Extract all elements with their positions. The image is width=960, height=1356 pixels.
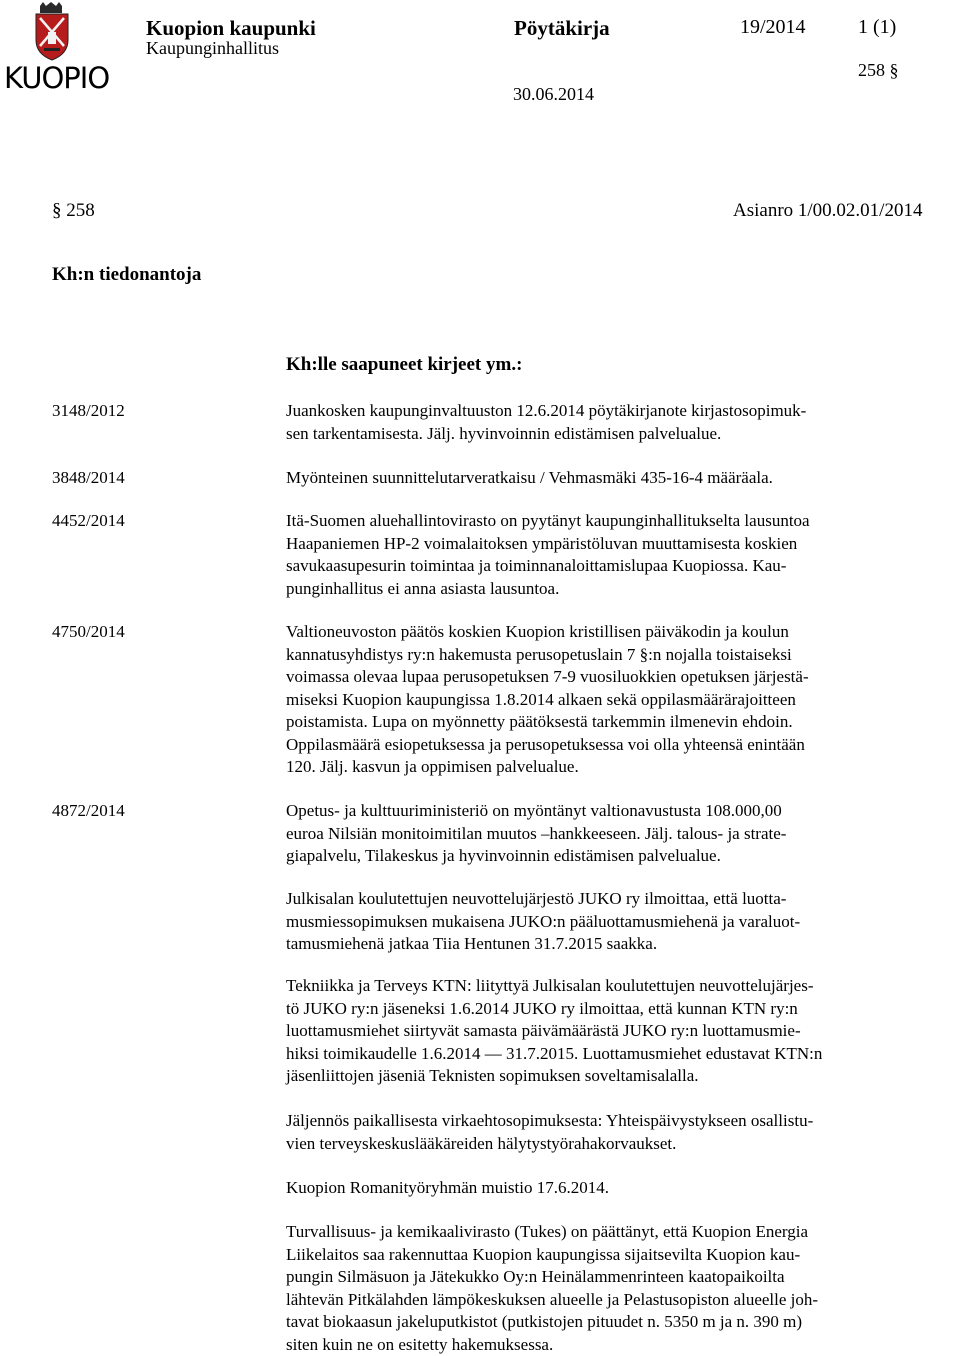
entry-line: 120. Jälj. kasvun ja oppimisen palvelualue.	[286, 757, 579, 776]
entry-line: poistamista. Lupa on myönnetty päätöksestä tarkemmin ilmenevin ehdoin.	[286, 712, 793, 731]
section-title: Kh:n tiedonantoja	[52, 264, 202, 285]
section-ref: 258 §	[858, 60, 899, 80]
entry-line: luottamusmiehet siirtyvät samasta päivämäärästä JUKO ry:n luottamusmie-	[286, 1021, 801, 1040]
org-unit: Kaupunginhallitus	[146, 38, 279, 58]
org-name: Kuopion kaupunki	[146, 16, 316, 40]
entry-ref: 4452/2014	[52, 511, 125, 530]
entry-line: miseksi Kuopion kaupungissa 1.8.2014 alkaen sekä oppilasmäärärajoitteen	[286, 689, 796, 709]
entry-line: Julkisalan koulutettujen neuvottelujärjestö JUKO ry ilmoittaa, että luotta-	[286, 889, 787, 908]
entry-text	[286, 975, 958, 1088]
section-number: § 258	[52, 200, 95, 221]
entry-text	[286, 510, 958, 600]
entry-text	[286, 1110, 958, 1155]
entry-line: savukaasupesurin toimintaa ja toiminnanaloittamislupaa Kuopiossa. Kau-	[286, 556, 787, 575]
entry-line: punginhallitus ei anna asiasta lausuntoa.	[286, 578, 560, 598]
entry-ref: 3848/2014	[52, 468, 125, 487]
entry-text	[286, 800, 958, 868]
logo-text: KUOPIO	[4, 61, 110, 95]
entry-line: Myönteinen suunnittelutarveratkaisu / Vehmasmäki 435-16-4 määräala.	[286, 468, 773, 487]
entry-line: Valtioneuvoston päätös koskien Kuopion kristillisen päiväkodin ja koulun	[286, 622, 789, 641]
entry-ref: 4872/2014	[52, 801, 125, 820]
entry-line: giapalvelu, Tilakeskus ja hyvinvoinnin edistämisen palvelualue.	[286, 846, 721, 865]
entry-line: lähtevän Pitkälahden lämpökeskuksen alueelle ja Pelastusopiston alueelle joh-	[286, 1289, 819, 1309]
entry-line: Haapaniemen HP-2 voimalaitoksen ympäristöluvan muuttamisesta koskien	[286, 533, 798, 553]
section-subtitle: Kh:lle saapuneet kirjeet ym.:	[286, 354, 523, 375]
entry-text	[286, 1177, 958, 1200]
entry-text	[286, 467, 958, 490]
entry-line: tamusmiehenä jatkaa Tiia Hentunen 31.7.2015 saakka.	[286, 934, 658, 953]
entry-line: vien terveyskeskuslääkäreiden hälytystyörahakorvaukset.	[286, 1133, 677, 1153]
entry-line: tavat biokaasun jakeluputkistot (putkistojen pituudet n. 5350 m ja n. 390 m)	[286, 1312, 803, 1331]
asianro: Asianro 1/00.02.01/2014	[733, 200, 923, 221]
entry-line: euroa Nilsiän monitoimitilan muutos –hankkeeseen. Jälj. talous- ja strate-	[286, 823, 787, 843]
entry-text	[286, 1221, 958, 1356]
entry-line: Liikelaitos saa rakennuttaa Kuopion kaupungissa sijaitsevilta Kuopion kau-	[286, 1244, 801, 1264]
entry-line: pungin Silmäsuon ja Jätekukko Oy:n Heinälammenrinteen kaatopaikoilta	[286, 1267, 785, 1286]
entry-line: Opetus- ja kulttuuriministeriö on myöntänyt valtionavustusta 108.000,00	[286, 801, 782, 820]
entry-line: musmiessopimuksen mukaisena JUKO:n pääluottamusmiehenä ja varaluot-	[286, 911, 801, 931]
entry-text	[286, 400, 958, 445]
entry-line: Turvallisuus- ja kemikaalivirasto (Tukes) on päättänyt, että Kuopion Energia	[286, 1222, 809, 1241]
doc-type: Pöytäkirja	[514, 16, 610, 40]
entry-line: sen tarkentamisesta. Jälj. hyvinvoinnin edistämisen palvelualue.	[286, 423, 722, 443]
entry-line: Jäljennös paikallisesta virkaehtosopimuksesta: Yhteispäivystykseen osallistu-	[286, 1111, 814, 1130]
entry-line: voimassa olevaa lupaa perusopetuksen 7-9 vuosiluokkien opetuksen järjestä-	[286, 667, 809, 686]
entry-text	[286, 888, 958, 956]
entry-line: kannatusyhdistys ry:n hakemusta perusopetuslain 7 §:n nojalla toistaiseksi	[286, 644, 792, 664]
entry-line: Oppilasmäärä esiopetuksessa ja perusopetuksessa voi olla yhteensä enintään	[286, 734, 805, 754]
entry-line: Tekniikka ja Terveys KTN: liityttyä Julkisalan koulutettujen neuvottelujärjes-	[286, 976, 814, 995]
entry-line: siten kuin ne on esitetty hakemuksessa.	[286, 1334, 554, 1354]
page-count: 1 (1)	[858, 16, 897, 38]
entry-text	[286, 621, 958, 779]
entry-line: Juankosken kaupunginvaltuuston 12.6.2014 pöytäkirjanote kirjastosopimuk-	[286, 401, 807, 420]
doc-number: 19/2014	[740, 16, 806, 38]
entry-line: Itä-Suomen aluehallintovirasto on pyytänyt kaupunginhallitukselta lausuntoa	[286, 511, 810, 530]
entry-line: Kuopion Romanityöryhmän muistio 17.6.2014.	[286, 1178, 609, 1197]
kuopio-logo	[4, 2, 110, 95]
entry-line: tö JUKO ry:n jäseneksi 1.6.2014 JUKO ry ilmoittaa, että kunnan KTN ry:n	[286, 998, 798, 1018]
meeting-date: 30.06.2014	[513, 84, 594, 104]
entry-line: jäsenliittojen jäseniä Teknisten sopimuksen soveltamisalalla.	[286, 1066, 699, 1085]
entry-ref: 3148/2012	[52, 401, 125, 420]
entry-line: hiksi toimikaudelle 1.6.2014 — 31.7.2015. Luottamusmiehet edustavat KTN:n	[286, 1043, 823, 1063]
entry-ref: 4750/2014	[52, 622, 125, 641]
coat-of-arms-icon	[4, 2, 100, 64]
